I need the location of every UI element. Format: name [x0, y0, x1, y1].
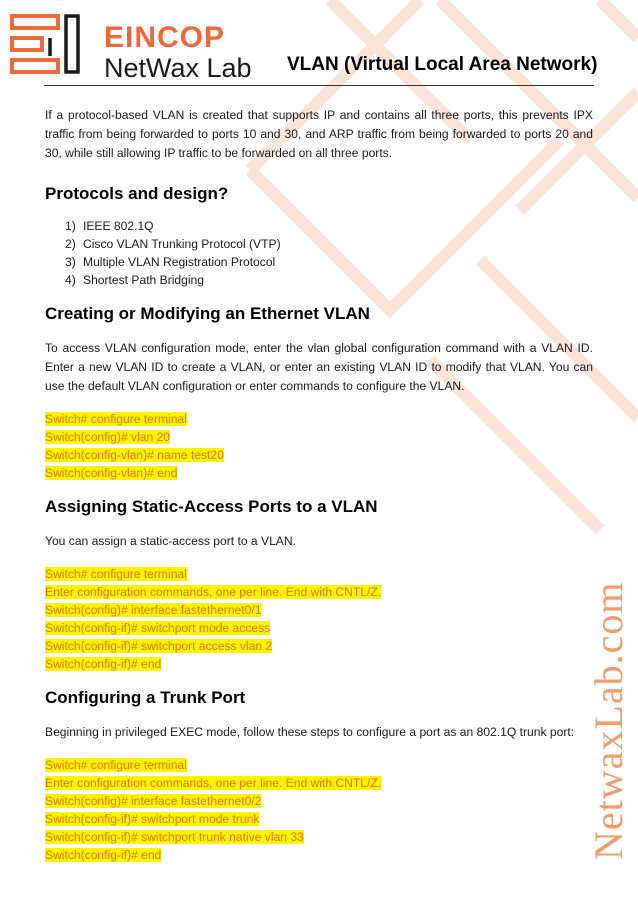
intro-paragraph: If a protocol-based VLAN is created that supports IP and contains all three ports, this prevents IPX traffic from being forwarded to ports 10 and 30, and ARP traffic from being forwarded to ports 20 and 30, while still allowing IP traffic to be forwarded on all three ports.	[45, 108, 593, 160]
code-line: Switch# configure terminal	[45, 758, 187, 772]
page-title: VLAN (Virtual Local Area Network)	[287, 54, 598, 75]
create-vlan-paragraph: To access VLAN configuration mode, enter the vlan global configuration command with a VLAN ID. Enter a new VLAN ID to create a VLAN, or enter an existing VLAN ID to modify that VLAN. You can use the default VLAN configuration or enter commands to configure the VLAN.	[45, 341, 593, 393]
code-line: Switch(config-if)# end	[45, 657, 162, 671]
brand-logo	[10, 12, 260, 83]
brand-subtitle: NetWax Lab	[104, 53, 252, 83]
logo-mark-icon	[10, 12, 90, 78]
code-line: Switch(config-vlan)# end	[45, 466, 178, 480]
create-vlan-heading: Creating or Modifying an Ethernet VLAN	[45, 304, 370, 323]
code-line: Switch# configure terminal	[45, 567, 187, 581]
code-line: Enter configuration commands, one per line. End with CNTL/Z.	[45, 585, 382, 599]
code-line: Switch(config-if)# switchport mode trunk	[45, 812, 260, 826]
assign-ports-code-block	[45, 565, 593, 673]
code-line: Switch(config)# vlan 20	[45, 430, 171, 444]
code-line: Switch(config-if)# switchport trunk native vlan 33	[45, 830, 304, 844]
watermark: NetwaxLab.com	[586, 581, 631, 860]
list-item: 4) Shortest Path Bridging	[65, 273, 205, 287]
document-body	[45, 106, 593, 864]
list-item: 1) IEEE 802.1Q	[65, 219, 154, 233]
code-line: Switch(config)# interface fastethernet0/1	[45, 603, 262, 617]
assign-ports-paragraph: You can assign a static-access port to a VLAN.	[45, 534, 296, 548]
list-item: 2) Cisco VLAN Trunking Protocol (VTP)	[65, 237, 281, 251]
header-divider	[44, 85, 594, 86]
list-item: 3) Multiple VLAN Registration Protocol	[65, 255, 276, 269]
protocols-heading: Protocols and design?	[45, 184, 229, 203]
code-line: Switch(config-if)# end	[45, 848, 162, 862]
code-line: Switch(config-if)# switchport access vlan 2	[45, 639, 273, 653]
code-line: Switch(config-if)# switchport mode access	[45, 621, 271, 635]
brand-name: EINCOP	[104, 21, 226, 54]
code-line: Switch# configure terminal	[45, 412, 187, 426]
code-line: Switch(config-vlan)# name test20	[45, 448, 224, 462]
trunk-port-paragraph: Beginning in privileged EXEC mode, follow these steps to configure a port as an 802.1Q trunk port:	[45, 725, 575, 739]
trunk-port-code-block	[45, 756, 593, 864]
protocols-list	[45, 217, 593, 289]
code-line: Switch(config)# interface fastethernet0/2	[45, 794, 262, 808]
trunk-port-heading: Configuring a Trunk Port	[45, 688, 246, 707]
code-line: Enter configuration commands, one per line. End with CNTL/Z.	[45, 776, 382, 790]
create-vlan-code-block	[45, 410, 593, 482]
assign-ports-heading: Assigning Static-Access Ports to a VLAN	[45, 497, 378, 516]
